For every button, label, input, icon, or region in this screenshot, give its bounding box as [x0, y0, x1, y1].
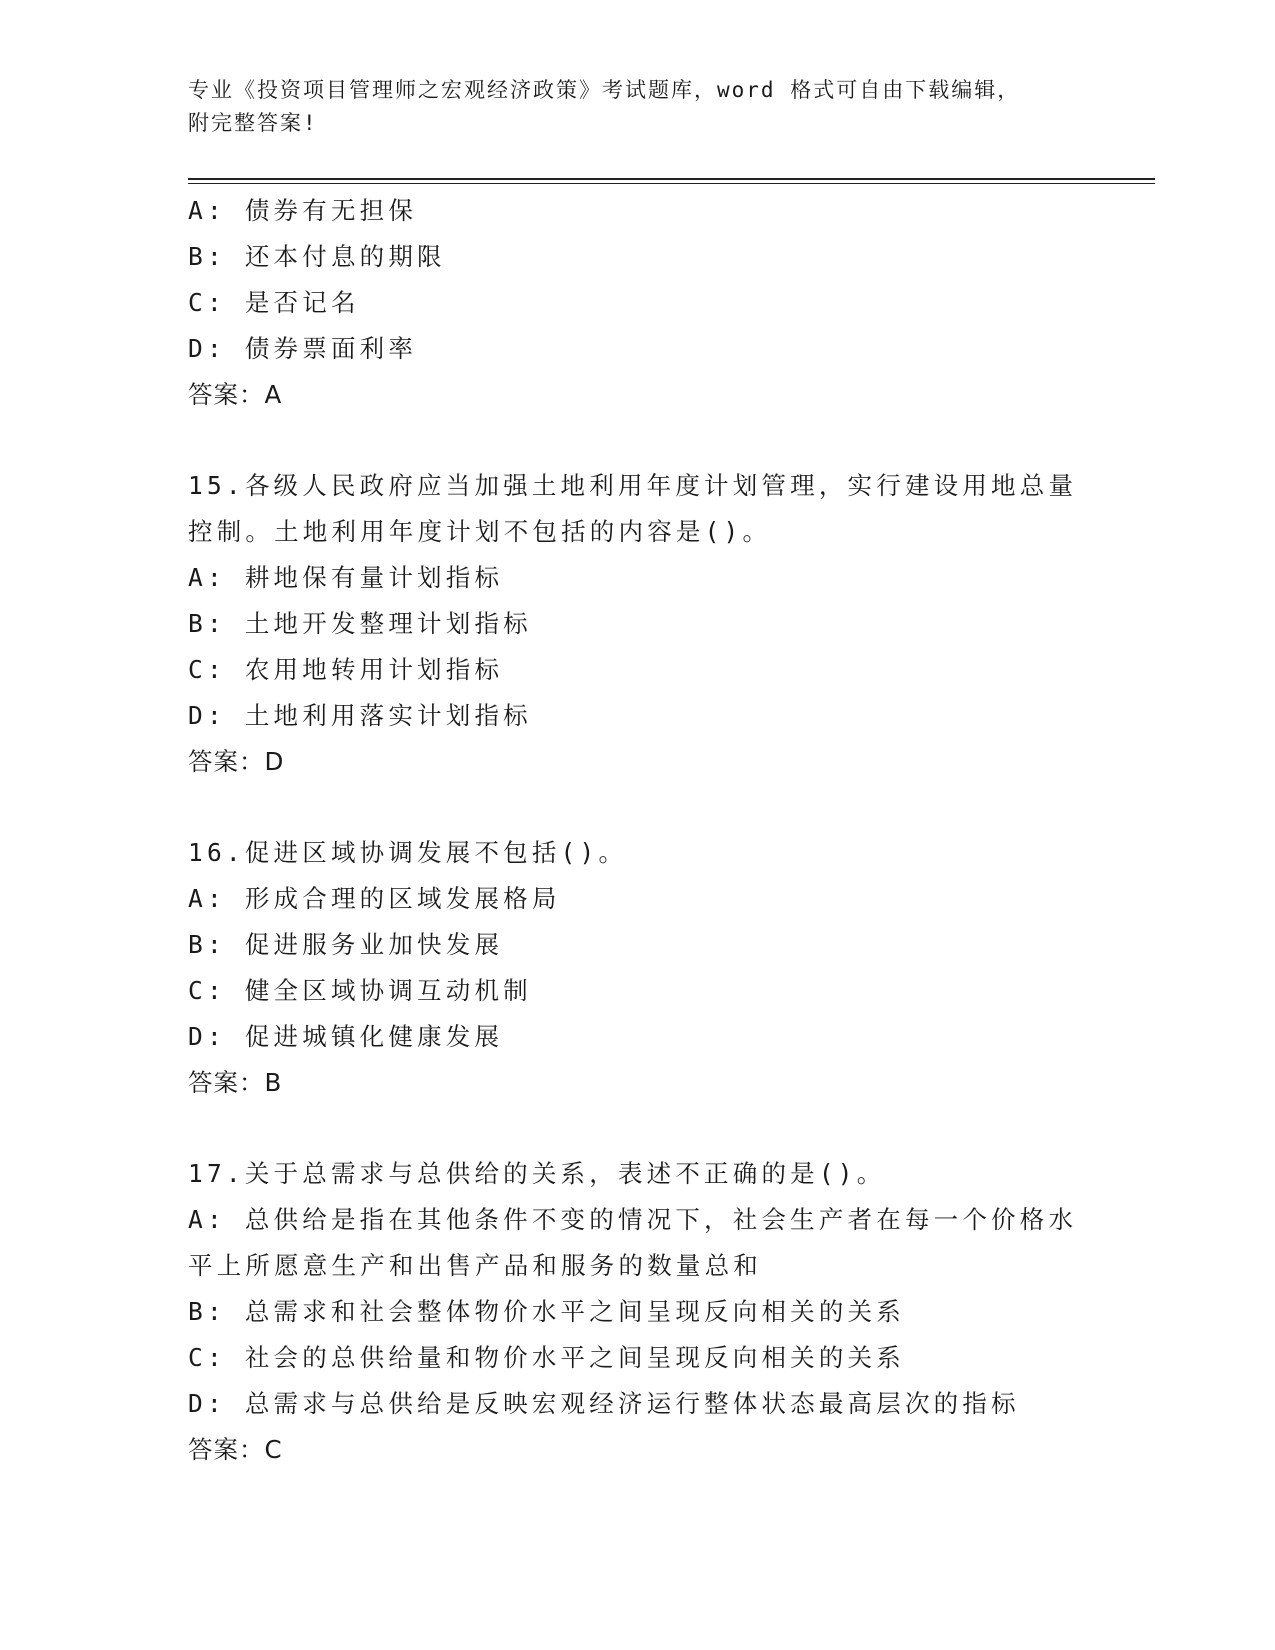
question-list [188, 188, 1088, 1473]
question-spacer [188, 1106, 1088, 1151]
question-14 [188, 188, 1088, 418]
question-stem: 16.促进区域协调发展不包括()。 [188, 838, 628, 867]
option-d: D: 土地利用落实计划指标 [188, 701, 532, 730]
option-a: A: 形成合理的区域发展格局 [188, 884, 561, 913]
header-line-1: 专业《投资项目管理师之宏观经济政策》考试题库，word 格式可自由下载编辑， [188, 78, 1021, 102]
question-spacer [188, 418, 1088, 463]
option-c: C: 是否记名 [188, 288, 360, 317]
question-stem: 控制。土地利用年度计划不包括的内容是()。 [188, 517, 772, 546]
header-line-2: 附完整答案! [188, 111, 318, 135]
answer-line: 答案：B [188, 1068, 283, 1097]
option-a-continued: 平上所愿意生产和出售产品和服务的数量总和 [188, 1251, 762, 1280]
document-header [188, 74, 1068, 140]
option-d: D: 总需求与总供给是反映宏观经济运行整体状态最高层次的指标 [188, 1389, 1020, 1418]
option-a: A: 总供给是指在其他条件不变的情况下，社会生产者在每一个价格水 [188, 1205, 1078, 1234]
option-b: B: 土地开发整理计划指标 [188, 609, 532, 638]
question-16 [188, 830, 1088, 1106]
option-b: B: 总需求和社会整体物价水平之间呈现反向相关的关系 [188, 1297, 905, 1326]
answer-line: 答案：C [188, 1435, 283, 1464]
option-b: B: 还本付息的期限 [188, 242, 446, 271]
option-b: B: 促进服务业加快发展 [188, 930, 504, 959]
option-a: A: 耕地保有量计划指标 [188, 563, 504, 592]
header-divider-thin [188, 183, 1155, 184]
question-spacer [188, 785, 1088, 830]
option-c: C: 社会的总供给量和物价水平之间呈现反向相关的关系 [188, 1343, 905, 1372]
question-15 [188, 463, 1088, 785]
answer-line: 答案：A [188, 380, 283, 409]
question-stem: 15.各级人民政府应当加强土地利用年度计划管理，实行建设用地总量 [188, 471, 1078, 500]
option-d: D: 债券票面利率 [188, 334, 418, 363]
question-stem: 17.关于总需求与总供给的关系，表述不正确的是()。 [188, 1159, 886, 1188]
option-c: C: 健全区域协调互动机制 [188, 976, 532, 1005]
answer-line: 答案：D [188, 747, 285, 776]
option-d: D: 促进城镇化健康发展 [188, 1022, 504, 1051]
question-17 [188, 1151, 1088, 1473]
option-c: C: 农用地转用计划指标 [188, 655, 504, 684]
option-a: A: 债券有无担保 [188, 196, 418, 225]
header-divider-thick [188, 178, 1155, 180]
